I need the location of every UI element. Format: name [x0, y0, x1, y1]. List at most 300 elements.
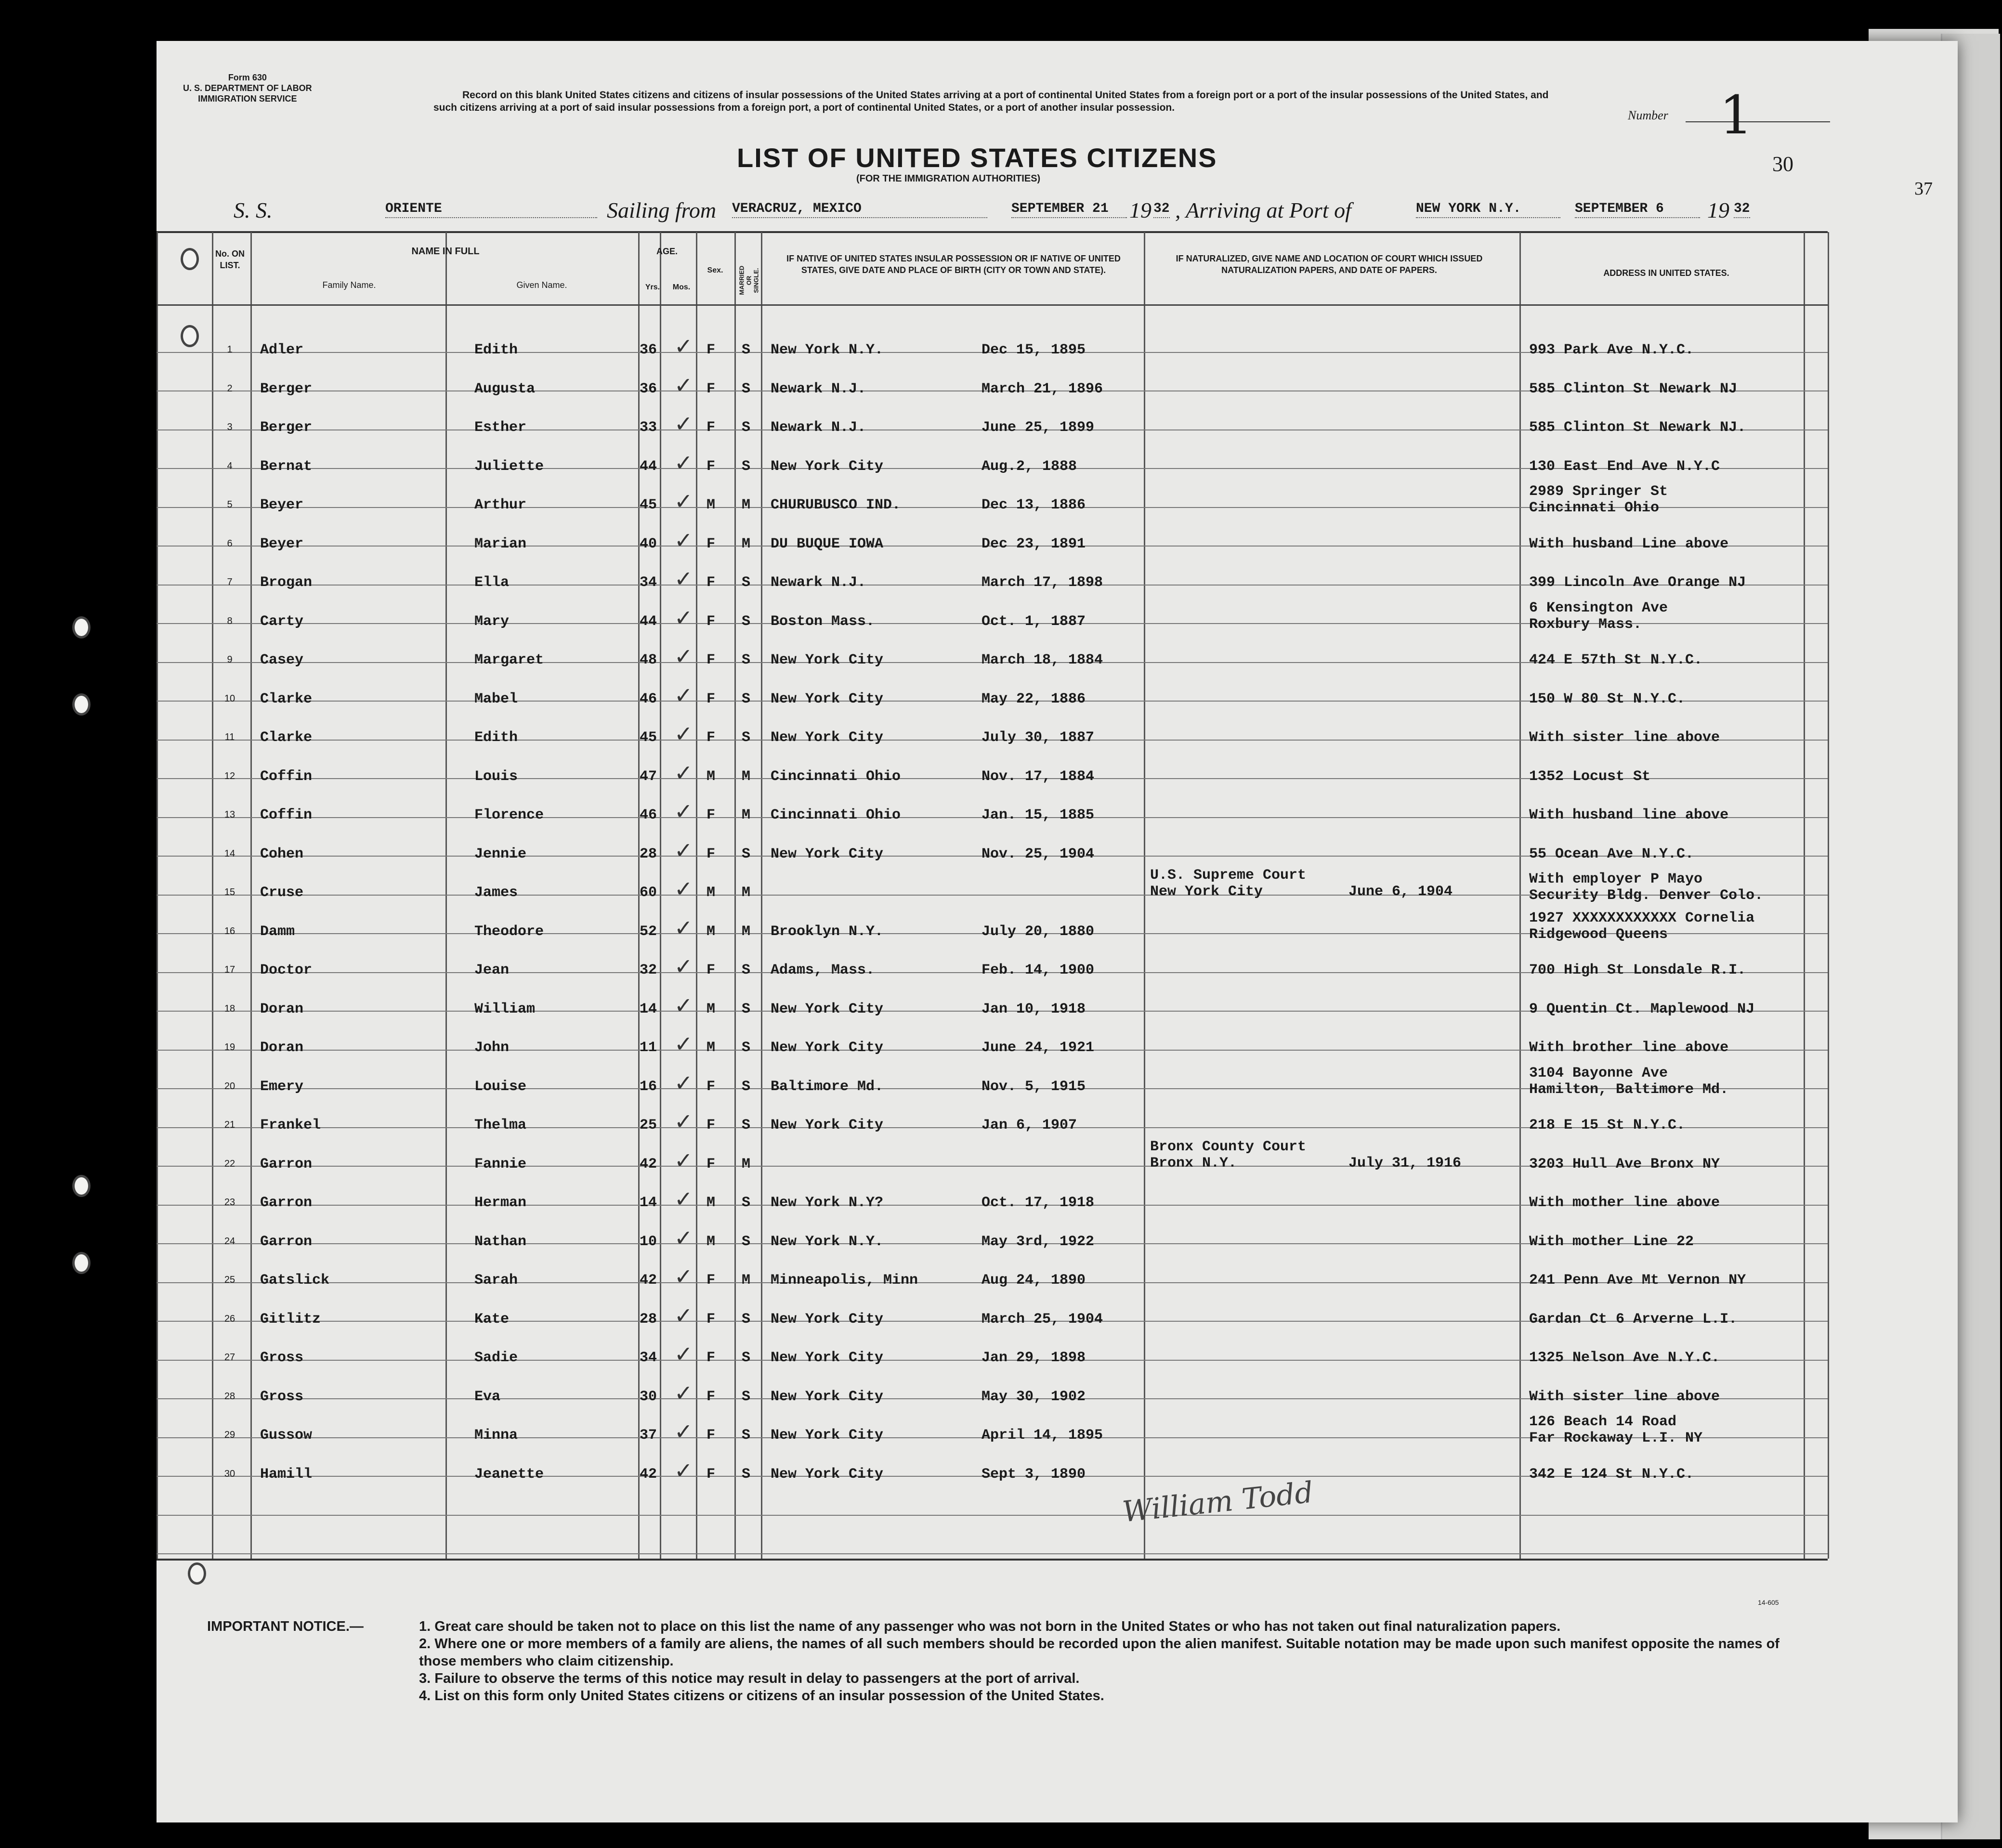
- given-name: Jeanette: [474, 1466, 544, 1483]
- address: 55 Ocean Ave N.Y.C.: [1529, 846, 1694, 862]
- row-number: 29: [224, 1430, 236, 1440]
- birth-date: Nov. 25, 1904: [981, 846, 1095, 862]
- birth-place: New York City: [771, 458, 884, 475]
- birth-place: DU BUQUE IOWA: [771, 535, 884, 552]
- birth-date: March 18, 1884: [981, 652, 1103, 668]
- col-header-married: MARRIED OR SINGLE.: [738, 265, 760, 295]
- birth-place: Boston Mass.: [771, 613, 875, 630]
- marital-status: S: [742, 342, 751, 358]
- birth-place: New York City: [771, 846, 884, 862]
- arriving-label: , Arriving at Port of: [1175, 198, 1351, 222]
- birth-place: Newark N.J.: [771, 574, 866, 591]
- given-name: Louis: [474, 768, 518, 785]
- given-name: Margaret: [474, 652, 544, 668]
- sex: M: [707, 1040, 716, 1056]
- address-line-1: 1927 XXXXXXXXXXXX Cornelia: [1529, 910, 1755, 926]
- important-notice: [207, 1618, 1796, 1705]
- check-mark-icon: ✓: [674, 1031, 693, 1057]
- check-mark-icon: ✓: [674, 1147, 693, 1173]
- address: 993 Park Ave N.Y.C.: [1529, 342, 1694, 358]
- marital-status: S: [742, 574, 751, 591]
- marital-status: S: [742, 1078, 751, 1095]
- given-name: Fannie: [474, 1156, 527, 1172]
- col-header-sex: Sex.: [707, 266, 723, 274]
- punch-hole: [72, 616, 91, 638]
- age-years: 14: [640, 1001, 657, 1017]
- birth-date: Dec 15, 1895: [981, 342, 1086, 358]
- given-name: Edith: [474, 729, 518, 746]
- age-years: 42: [640, 1466, 657, 1483]
- age-years: 32: [640, 962, 657, 978]
- marital-status: M: [742, 923, 751, 940]
- family-name: Garron: [260, 1195, 313, 1211]
- sex: M: [707, 923, 716, 940]
- marital-status: M: [742, 535, 751, 552]
- age-years: 36: [640, 342, 657, 358]
- family-name: Hamill: [260, 1466, 313, 1483]
- birth-place: Adams, Mass.: [771, 962, 875, 978]
- sex: F: [707, 535, 716, 552]
- family-name: Berger: [260, 380, 313, 397]
- row-number: 10: [224, 693, 236, 704]
- birth-date: July 30, 1887: [981, 729, 1095, 746]
- address-line-2: Roxbury Mass.: [1529, 616, 1642, 633]
- birth-date: Jan. 15, 1885: [981, 807, 1095, 823]
- marital-status: S: [742, 1233, 751, 1250]
- marital-status: M: [742, 1156, 751, 1172]
- check-mark-icon: ✓: [674, 721, 693, 747]
- page-title: LIST OF UNITED STATES CITIZENS: [737, 143, 1217, 173]
- sex: F: [707, 652, 716, 668]
- marital-status: S: [742, 1117, 751, 1133]
- row-number: 8: [227, 615, 233, 626]
- address: 399 Lincoln Ave Orange NJ: [1529, 574, 1746, 591]
- naturalization-location: New York City: [1150, 884, 1263, 900]
- family-name: Gatslick: [260, 1272, 330, 1288]
- age-years: 14: [640, 1195, 657, 1211]
- marital-status: S: [742, 1195, 751, 1211]
- birth-place: New York City: [771, 1427, 884, 1444]
- table-bottom-rule: [157, 1559, 1828, 1561]
- birth-date: May 3rd, 1922: [981, 1233, 1095, 1250]
- birth-place: New York City: [771, 690, 884, 707]
- family-name: Cruse: [260, 885, 304, 901]
- row-rule: [157, 1553, 1828, 1554]
- birth-date: Aug 24, 1890: [981, 1272, 1086, 1288]
- row-number: 22: [224, 1158, 236, 1169]
- page-number-right: 37: [1914, 179, 1933, 199]
- address-line-2: Ridgewood Queens: [1529, 926, 1668, 943]
- punch-hole: [188, 1562, 206, 1585]
- check-mark-icon: ✓: [674, 1379, 693, 1406]
- sex: F: [707, 613, 716, 630]
- row-number: 1: [227, 344, 233, 355]
- address: With husband line above: [1529, 807, 1729, 823]
- sex: F: [707, 342, 716, 358]
- row-number: 13: [224, 809, 236, 820]
- marital-status: M: [742, 1272, 751, 1288]
- family-name: Casey: [260, 652, 304, 668]
- sex: F: [707, 574, 716, 591]
- birth-date: March 17, 1898: [981, 574, 1103, 591]
- address: 342 E 124 St N.Y.C.: [1529, 1466, 1694, 1483]
- check-mark-icon: ✓: [674, 372, 693, 398]
- notice-item: 2. Where one or more members of a family are aliens, the names of all such members should be recorded upon the alien manifest. Suitable notation may be made upon such manifest opposite the names of those members who claim citizenship.: [419, 1636, 1780, 1669]
- age-years: 52: [640, 923, 657, 940]
- row-number: 18: [224, 1003, 236, 1014]
- punch-hole: [72, 693, 91, 716]
- family-name: Beyer: [260, 535, 304, 552]
- birth-date: Oct. 1, 1887: [981, 613, 1086, 630]
- sex: M: [707, 768, 716, 785]
- intro-text: Record on this blank United States citizens and citizens of insular possessions of the United States arriving at a port of continental United States from a foreign port or a port of the insular possessions of the United States, and such citizens arriving at a port of said insular possessions from a foreign port, a port of continental United States, or a port of another insular possession.: [433, 90, 1549, 113]
- sail-year: 32: [1153, 201, 1170, 218]
- punch-hole: [72, 1252, 91, 1274]
- birth-date: Sept 3, 1890: [981, 1466, 1086, 1483]
- arrival-year-prefix: 19: [1707, 198, 1729, 222]
- col-header-mos: Mos.: [672, 283, 691, 291]
- age-years: 46: [640, 690, 657, 707]
- birth-date: Jan 29, 1898: [981, 1350, 1086, 1366]
- birth-date: Dec 13, 1886: [981, 497, 1086, 513]
- address: With mother Line 22: [1529, 1233, 1694, 1250]
- birth-place: New York City: [771, 1311, 884, 1327]
- row-number: 25: [224, 1275, 236, 1285]
- given-name: Minna: [474, 1427, 518, 1444]
- number-line: [1686, 121, 1830, 122]
- age-years: 11: [640, 1040, 657, 1056]
- row-rule: [157, 304, 1828, 306]
- given-name: Eva: [474, 1388, 501, 1405]
- sailing-label: Sailing from: [607, 198, 717, 222]
- family-name: Brogan: [260, 574, 313, 591]
- birth-place: New York N.Y?: [771, 1195, 884, 1211]
- table-top-rule: [157, 231, 1828, 233]
- sail-year-prefix: 19: [1129, 198, 1151, 222]
- sex: M: [707, 497, 716, 513]
- address: 1325 Nelson Ave N.Y.C.: [1529, 1350, 1720, 1366]
- birth-place: Baltimore Md.: [771, 1078, 884, 1095]
- marital-status: S: [742, 846, 751, 862]
- ship-name: ORIENTE: [385, 201, 597, 218]
- address-line-2: Hamilton, Baltimore Md.: [1529, 1081, 1729, 1098]
- address-line-2: Security Bldg. Denver Colo.: [1529, 887, 1764, 904]
- naturalization-location: Bronx N.Y.: [1150, 1155, 1237, 1171]
- form-identifier: [183, 72, 312, 104]
- col-header-address: ADDRESS IN UNITED STATES.: [1603, 268, 1729, 278]
- given-name: Augusta: [474, 380, 536, 397]
- age-years: 34: [640, 574, 657, 591]
- marital-status: S: [742, 419, 751, 436]
- marital-status: S: [742, 1466, 751, 1483]
- family-name: Adler: [260, 342, 304, 358]
- check-mark-icon: ✓: [674, 1457, 693, 1484]
- age-years: 47: [640, 768, 657, 785]
- row-number: 16: [224, 925, 236, 937]
- sex: M: [707, 885, 716, 901]
- punch-hole: [181, 248, 199, 270]
- arrival-port: NEW YORK N.Y.: [1416, 201, 1560, 218]
- birth-date: March 21, 1896: [981, 380, 1103, 397]
- sex: F: [707, 1427, 716, 1444]
- row-number: 6: [227, 538, 233, 549]
- birth-date: Jan 6, 1907: [981, 1117, 1077, 1133]
- row-number: 11: [224, 732, 235, 742]
- age-years: 37: [640, 1427, 657, 1444]
- marital-status: S: [742, 1311, 751, 1327]
- check-mark-icon: ✓: [674, 1302, 693, 1328]
- marital-status: M: [742, 807, 751, 823]
- address: With brother line above: [1529, 1040, 1729, 1056]
- birth-place: Cincinnati Ohio: [771, 807, 901, 823]
- address: With husband Line above: [1529, 535, 1729, 552]
- sex: F: [707, 1466, 716, 1483]
- birth-place: New York City: [771, 1001, 884, 1017]
- check-mark-icon: ✓: [674, 1186, 693, 1212]
- row-number: 30: [224, 1468, 236, 1479]
- page-number: 30: [1772, 152, 1793, 176]
- age-years: 40: [640, 535, 657, 552]
- address-line-1: 2989 Springer St: [1529, 483, 1668, 500]
- check-mark-icon: ✓: [674, 643, 693, 669]
- sex: F: [707, 1272, 716, 1288]
- sex: M: [707, 1001, 716, 1017]
- marital-status: S: [742, 1001, 751, 1017]
- family-name: Clarke: [260, 690, 313, 707]
- given-name: John: [474, 1040, 510, 1056]
- marital-status: M: [742, 497, 751, 513]
- given-name: Marian: [474, 535, 527, 552]
- birth-place: New York City: [771, 1350, 884, 1366]
- address: 1352 Locust St: [1529, 768, 1651, 785]
- given-name: Sadie: [474, 1350, 518, 1366]
- col-header-no: No. ON LIST.: [215, 249, 245, 270]
- family-name: Frankel: [260, 1117, 321, 1133]
- family-name: Gross: [260, 1350, 304, 1366]
- marital-status: S: [742, 652, 751, 668]
- age-years: 46: [640, 807, 657, 823]
- birth-date: May 30, 1902: [981, 1388, 1086, 1405]
- check-mark-icon: ✓: [674, 411, 693, 437]
- given-name: James: [474, 885, 518, 901]
- address-line-1: 126 Beach 14 Road: [1529, 1414, 1677, 1430]
- check-mark-icon: ✓: [674, 333, 693, 359]
- birth-date: Oct. 17, 1918: [981, 1195, 1095, 1211]
- birth-place: New York N.Y.: [771, 1233, 884, 1250]
- age-years: 42: [640, 1272, 657, 1288]
- arrival-date: SEPTEMBER 6: [1575, 201, 1700, 218]
- naturalization-court: Bronx County Court: [1150, 1138, 1307, 1155]
- birth-date: Jan 10, 1918: [981, 1001, 1086, 1017]
- given-name: William: [474, 1001, 536, 1017]
- row-number: 2: [227, 383, 233, 394]
- sex: F: [707, 1388, 716, 1405]
- sex: F: [707, 1117, 716, 1133]
- check-mark-icon: ✓: [674, 759, 693, 786]
- family-name: Doran: [260, 1001, 304, 1017]
- marital-status: S: [742, 1388, 751, 1405]
- address: 9 Quentin Ct. Maplewood NJ: [1529, 1001, 1755, 1017]
- given-name: Nathan: [474, 1233, 527, 1250]
- marital-status: S: [742, 1040, 751, 1056]
- family-name: Berger: [260, 419, 313, 436]
- check-mark-icon: ✓: [674, 566, 693, 592]
- birth-date: July 20, 1880: [981, 923, 1095, 940]
- given-name: Louise: [474, 1078, 527, 1095]
- family-name: Gitlitz: [260, 1311, 321, 1327]
- family-name: Damm: [260, 923, 295, 940]
- row-number: 5: [227, 499, 233, 510]
- birth-place: New York City: [771, 1388, 884, 1405]
- age-years: 25: [640, 1117, 657, 1133]
- birth-place: New York City: [771, 729, 884, 746]
- marital-status: S: [742, 690, 751, 707]
- row-number: 15: [224, 887, 236, 898]
- sex: M: [707, 1195, 716, 1211]
- address-line-1: 3104 Bayonne Ave: [1529, 1065, 1668, 1081]
- family-name: Gross: [260, 1388, 304, 1405]
- age-years: 34: [640, 1350, 657, 1366]
- family-name: Clarke: [260, 729, 313, 746]
- given-name: Mabel: [474, 690, 518, 707]
- notice-item: 4. List on this form only United States citizens or citizens of an insular possession of the United States.: [419, 1688, 1104, 1704]
- check-mark-icon: ✓: [674, 1108, 693, 1134]
- number-value: 1: [1719, 84, 1753, 146]
- birth-place: Newark N.J.: [771, 380, 866, 397]
- address: With mother line above: [1529, 1195, 1720, 1211]
- age-years: 44: [640, 458, 657, 475]
- col-header-naturalized: IF NATURALIZED, GIVE NAME AND LOCATION OF COURT WHICH ISSUED NATURALIZATION PAPERS, AND DATE OF PAPERS.: [1176, 254, 1483, 275]
- age-years: 28: [640, 846, 657, 862]
- sex: F: [707, 690, 716, 707]
- check-mark-icon: ✓: [674, 449, 693, 476]
- age-years: 42: [640, 1156, 657, 1172]
- age-years: 30: [640, 1388, 657, 1405]
- sex: F: [707, 846, 716, 862]
- address-line-2: Cincinnati Ohio: [1529, 500, 1660, 516]
- row-number: 27: [224, 1352, 236, 1363]
- address: 700 High St Lonsdale R.I.: [1529, 962, 1746, 978]
- address-line-1: With employer P Mayo: [1529, 871, 1703, 887]
- row-rule: [157, 1515, 1828, 1516]
- given-name: Herman: [474, 1195, 527, 1211]
- row-number: 24: [224, 1236, 236, 1247]
- age-years: 45: [640, 729, 657, 746]
- birth-date: Dec 23, 1891: [981, 535, 1086, 552]
- given-name: Jennie: [474, 846, 527, 862]
- marital-status: S: [742, 1350, 751, 1366]
- sex: F: [707, 419, 716, 436]
- family-name: Doctor: [260, 962, 313, 978]
- row-number: 21: [224, 1119, 236, 1130]
- marital-status: S: [742, 613, 751, 630]
- birth-date: Aug.2, 1888: [981, 458, 1077, 475]
- birth-date: Feb. 14, 1900: [981, 962, 1095, 978]
- sex: F: [707, 729, 716, 746]
- marital-status: M: [742, 885, 751, 901]
- birth-place: New York City: [771, 652, 884, 668]
- family-name: Coffin: [260, 768, 313, 785]
- notice-item: 3. Failure to observe the terms of this notice may result in delay to passengers at the port of arrival.: [419, 1671, 1080, 1686]
- birth-date: June 24, 1921: [981, 1040, 1095, 1056]
- page-subtitle: (FOR THE IMMIGRATION AUTHORITIES): [856, 173, 1041, 184]
- sex: F: [707, 1078, 716, 1095]
- family-name: Coffin: [260, 807, 313, 823]
- col-header-name: NAME IN FULL: [411, 246, 480, 257]
- service-name: IMMIGRATION SERVICE: [198, 94, 297, 104]
- check-mark-icon: ✓: [674, 914, 693, 941]
- age-years: 28: [640, 1311, 657, 1327]
- given-name: Theodore: [474, 923, 544, 940]
- birth-place: New York City: [771, 1466, 884, 1483]
- birth-place: New York City: [771, 1040, 884, 1056]
- sailing-from: VERACRUZ, MEXICO: [732, 201, 987, 218]
- age-years: 33: [640, 419, 657, 436]
- check-mark-icon: ✓: [674, 876, 693, 902]
- given-name: Sarah: [474, 1272, 518, 1288]
- age-years: 16: [640, 1078, 657, 1095]
- given-name: Mary: [474, 613, 510, 630]
- given-name: Juliette: [474, 458, 544, 475]
- ss-label: S. S.: [234, 198, 273, 222]
- row-number: 23: [224, 1197, 236, 1208]
- sex: M: [707, 1233, 716, 1250]
- birth-place: New York N.Y.: [771, 342, 884, 358]
- birth-place: CHURUBUSCO IND.: [771, 497, 901, 513]
- given-name: Florence: [474, 807, 544, 823]
- birth-date: Nov. 17, 1884: [981, 768, 1095, 785]
- family-name: Emery: [260, 1078, 304, 1095]
- sex: F: [707, 1156, 716, 1172]
- address: 218 E 15 St N.Y.C.: [1529, 1117, 1686, 1133]
- check-mark-icon: ✓: [674, 1341, 693, 1367]
- birth-place: Brooklyn N.Y.: [771, 923, 884, 940]
- marital-status: M: [742, 768, 751, 785]
- given-name: Arthur: [474, 497, 527, 513]
- age-years: 60: [640, 885, 657, 901]
- naturalization-court: U.S. Supreme Court: [1150, 867, 1307, 884]
- sex: F: [707, 807, 716, 823]
- marital-status: S: [742, 1427, 751, 1444]
- birth-date: March 25, 1904: [981, 1311, 1103, 1327]
- given-name: Jean: [474, 962, 510, 978]
- signature: William Todd: [1121, 1475, 1315, 1529]
- birth-place: Newark N.J.: [771, 419, 866, 436]
- address: 424 E 57th St N.Y.C.: [1529, 652, 1703, 668]
- row-number: 26: [224, 1313, 236, 1324]
- check-mark-icon: ✓: [674, 1419, 693, 1445]
- birth-date: April 14, 1895: [981, 1427, 1103, 1444]
- sex: F: [707, 962, 716, 978]
- row-number: 19: [224, 1042, 236, 1053]
- check-mark-icon: ✓: [674, 798, 693, 824]
- sex: F: [707, 1311, 716, 1327]
- row-number: 28: [224, 1391, 236, 1402]
- birth-date: Nov. 5, 1915: [981, 1078, 1086, 1095]
- marital-status: S: [742, 962, 751, 978]
- sail-date: SEPTEMBER 21: [1011, 201, 1127, 218]
- notice-item: 1. Great care should be taken not to place on this list the name of any passenger who was not born in the United States or who has not taken out final naturalization papers.: [419, 1619, 1561, 1634]
- col-header-age: AGE.: [656, 247, 678, 256]
- row-number: 14: [224, 848, 236, 859]
- age-years: 36: [640, 380, 657, 397]
- address: Gardan Ct 6 Arverne L.I.: [1529, 1311, 1738, 1327]
- sex: F: [707, 458, 716, 475]
- given-name: Ella: [474, 574, 510, 591]
- given-name: Esther: [474, 419, 527, 436]
- age-years: 48: [640, 652, 657, 668]
- number-label: Number: [1628, 108, 1668, 122]
